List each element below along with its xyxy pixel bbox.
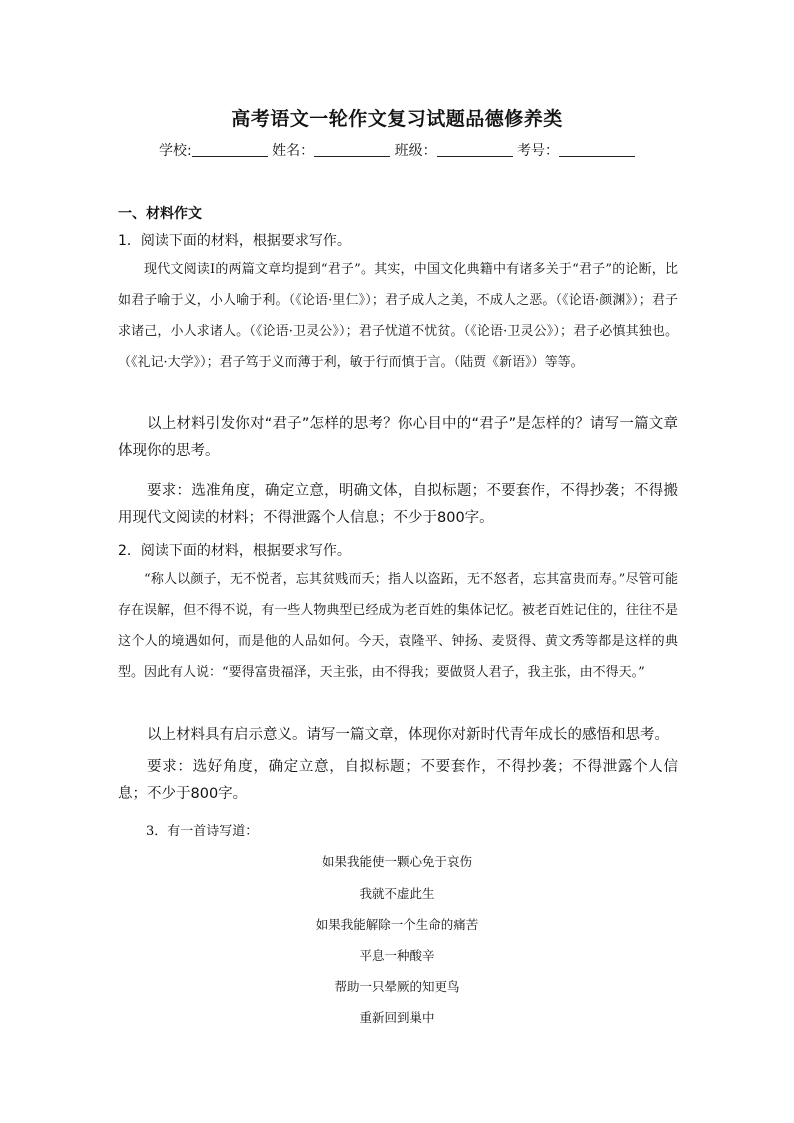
question-1-material: 现代文阅读Ⅰ的两篇文章均提到“君子”。其实，中国文化典籍中有诸多关于“君子”的论断，比如君子喻于义，小人喻于利。（《论语·里仁》）；君子成人之美，不成人之恶。（《论语·颜渊》）；君子求诸己，小人求诸人。（《论语·卫灵公》）；君子忧道不忧贫。（《论语·卫灵公》）；君子必慎其独也。（《礼记·大学》）；君子笃于义而薄于利，敏于行而慎于言。（陆贾《新语》）等等。 <box>118 262 678 370</box>
question-2-prompt: 以上材料具有启示意义。请写一篇文章，体现你对新时代青年成长的感悟和思考。 <box>147 727 669 743</box>
poem-line: 重新回到巢中 <box>359 1010 435 1025</box>
poem-line: 如果我能使一颗心免于哀伤 <box>321 854 472 869</box>
question-2-requirement: 要求：选好角度，确定立意，自拟标题；不要套作，不得抄袭；不得泄露个人信息；不少于800字。 <box>118 759 678 802</box>
name-label: 姓名： <box>272 143 315 159</box>
section-heading: 一、材料作文 <box>118 206 202 222</box>
number-label: 考号： <box>517 143 560 159</box>
class-label: 班级： <box>394 143 437 159</box>
poem-line: 平息一种酸辛 <box>359 948 435 963</box>
question-2-heading: 2．阅读下面的材料，根据要求写作。 <box>118 543 351 559</box>
student-info-line <box>0 140 794 160</box>
poem-line: 帮助一只晕厥的知更鸟 <box>334 979 460 994</box>
name-blank[interactable] <box>314 142 390 157</box>
page-title: 高考语文一轮作文复习试题品德修养类 <box>231 108 563 130</box>
question-1-prompt: 以上材料引发你对“君子”怎样的思考？你心目中的“君子”是怎样的？请写一篇文章体现你的思考。 <box>118 416 678 459</box>
question-1-requirement: 要求：选准角度，确定立意，明确文体，自拟标题；不要套作，不得抄袭；不得搬用现代文阅读的材料；不得泄露个人信息；不少于800字。 <box>118 483 678 526</box>
school-blank[interactable] <box>192 142 268 157</box>
class-blank[interactable] <box>437 142 513 157</box>
poem-line: 如果我能解除一个生命的痛苦 <box>315 917 479 932</box>
number-blank[interactable] <box>559 142 635 157</box>
question-2-material: “称人以颜子，无不悦者，忘其贫贱而夭；指人以盗跖，无不怒者，忘其富贵而寿。”尽管可能存在误解，但不得不说，有一些人物典型已经成为老百姓的集体记忆。被老百姓记住的，往往不是这个人的境遇如何，而是他的人品如何。今天，袁隆平、钟扬、麦贤得、黄文秀等都是这样的典型。因此有人说：“要得富贵福泽，天主张，由不得我；要做贤人君子，我主张，由不得天。” <box>118 572 678 680</box>
question-3-heading: 3．有一首诗写道： <box>146 824 259 839</box>
poem-line: 我就不虚此生 <box>359 886 435 901</box>
school-label: 学校: <box>158 143 192 159</box>
question-1-heading: 1．阅读下面的材料，根据要求写作。 <box>118 233 351 249</box>
